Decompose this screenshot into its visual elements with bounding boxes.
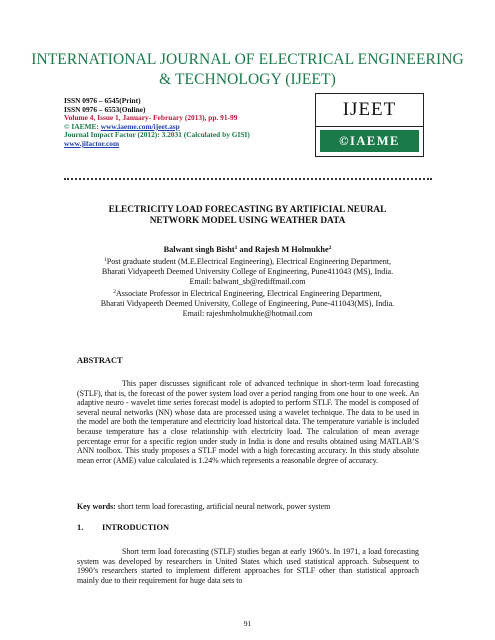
affiliation-2	[52, 289, 443, 319]
page-number: 91	[243, 619, 252, 628]
journal-title-line1: INTERNATIONAL JOURNAL OF ELECTRICAL ENGINEERING	[31, 51, 464, 68]
affiliation-2-line2: Bharati Vidyapeeth Deemed University, College of Engineering, Pune-411043(MS), India.	[100, 299, 395, 309]
jifactor-link[interactable]: www.jifactor.com	[64, 138, 120, 148]
authors	[60, 245, 435, 255]
volume-info: Volume 4, Issue 1, January- February (2013), pp. 91-99	[64, 113, 238, 123]
journal-title-line2: & TECHNOLOGY (IJEET)	[159, 71, 336, 88]
iaeme-prefix: © IAEME:	[64, 121, 101, 131]
affiliation-1-line2: Bharati Vidyapeeth Deemed University College of Engineering, Pune411043 (MS), India.	[101, 267, 394, 277]
paper-title	[60, 205, 435, 227]
affiliation-1	[52, 257, 443, 287]
author-and: and Rajesh M Holmukhe	[237, 245, 329, 254]
abstract-heading: ABSTRACT	[77, 356, 123, 365]
introduction-heading	[77, 523, 169, 533]
keywords-label: Key words:	[77, 502, 116, 511]
paper-title-line1: ELECTRICITY LOAD FORECASTING BY ARTIFICIAL NEURAL	[108, 205, 387, 215]
dotted-divider	[64, 178, 432, 180]
logo-iaeme-text: ©IAEME	[320, 130, 419, 152]
keywords	[77, 502, 419, 512]
affiliation-1-email: Email: balwant_sb@rediffmail.com	[189, 277, 306, 287]
logo-ijeet-text: IJEET	[316, 94, 423, 127]
jifactor-line	[64, 140, 250, 149]
iaeme-link[interactable]: www.iaeme.com/ijeet.asp	[100, 121, 180, 131]
paper-title-line2: NETWORK MODEL USING WEATHER DATA	[149, 216, 346, 226]
affiliation-2-line1	[52, 289, 443, 299]
issn-print: ISSN 0976 – 6545(Print)	[64, 96, 141, 105]
issn-online: ISSN 0976 – 6553(Online)	[64, 104, 146, 114]
affiliation-1-sup: 1	[103, 257, 107, 263]
author-1-sup: 1	[234, 245, 238, 251]
abstract-body: This paper discusses significant role of advanced technique in short-term load forecasting (STLF), that is, the forecast of the power system load over a period ranging from one hour to one week. An adaptive neuro - wavelet time series forecast model is adopted to perform STLF. The model is composed of several neural networks (NN) whose data are processed using a wavelet technique. The data to be used in the model are both the temperature and electricity load historical data. The temperature variable is included because temperature has a close relationship with electricity load. The calculation of mean average percentage error for a specific region under study in India is done and results obtained using MATLAB’S ANN toolbox. This study proposes a STLF model with a high forecasting accuracy. In this study absolute mean error (AME) value calculated is 1.24% which represents a reasonable degree of accuracy.	[77, 379, 419, 465]
author-2-sup: 2	[328, 245, 332, 251]
section-title: INTRODUCTION	[102, 523, 170, 532]
impact-factor: Journal Impact Factor (2012): 3.2031 (Calculated by GISI)	[64, 130, 250, 140]
ijeet-logo	[315, 93, 424, 157]
affiliation-1-line1	[52, 257, 443, 267]
journal-meta	[64, 97, 250, 149]
affiliation-2-sup: 2	[113, 289, 116, 295]
keywords-text: short term load forecasting, artificial neural network, power system	[115, 502, 331, 511]
section-number: 1.	[77, 523, 84, 532]
affiliation-2-text: Associate Professor in Electrical Engineering, Electrical Engineering Department,	[115, 289, 382, 298]
affiliation-1-text: Post graduate student (M.E.Electrical Engineering), Electrical Engineering Department,	[106, 257, 392, 266]
affiliation-2-email: Email: rajeshmholmukhe@hotmail.com	[182, 309, 313, 319]
journal-title	[0, 50, 495, 90]
author-1: Balwant singh Bisht	[163, 245, 235, 254]
introduction-body: Short term load forecasting (STLF) studies began at early 1960’s. In 1971, a load forecasting system was developed by researchers in United States which used statistical approach. Subsequent to 1990’s researchers started to implement different approaches for STLF other than statistical approach mainly due to their requirement for huge data sets to	[77, 547, 419, 585]
